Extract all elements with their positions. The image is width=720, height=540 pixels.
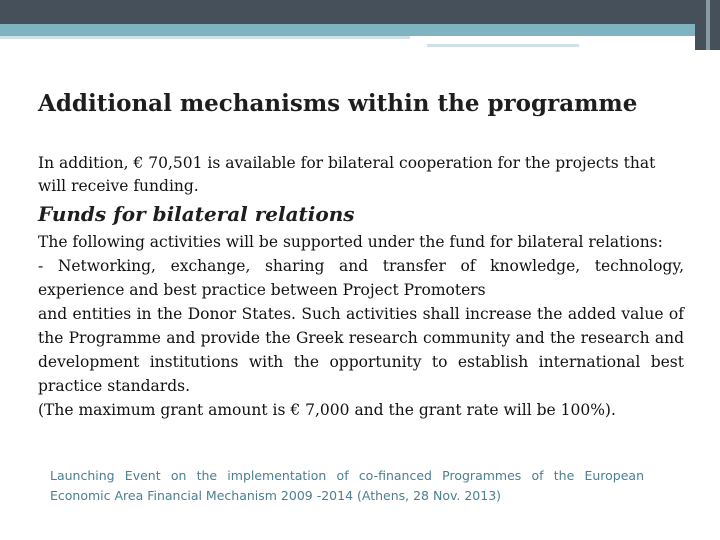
slide-title: Additional mechanisms within the programme [38,90,638,117]
intro-paragraph: In addition, € 70,501 is available for bilateral cooperation for the projects that will receive funding. [38,154,656,195]
header-rule-right [427,44,579,47]
body-note: (The maximum grant amount is € 7,000 and the grant rate will be 100%). [38,401,616,419]
body-text [38,230,684,422]
body-bullet: - Networking, exchange, sharing and transfer of knowledge, technology, experience and best practice between Project Promoters [38,257,684,299]
body-lead: The following activities will be supported under the fund for bilateral relations: [38,233,663,251]
body-continuation: and entities in the Donor States. Such activities shall increase the added value of the Programme and provide the Greek research community and the research and development institutions with the opportunity to establish international best practice standards. [38,305,684,395]
header-bar-dark [0,0,720,24]
footer-caption: Launching Event on the implementation of co-financed Programmes of the European Economic Area Financial Mechanism 2009 -2014 (Athens, 28 Nov. 2013) [50,468,644,503]
section-subtitle: Funds for bilateral relations [38,202,355,226]
header-rule-left [0,36,410,39]
header-bar-accent [0,24,695,36]
header-bar-corner-stripe [706,0,710,50]
